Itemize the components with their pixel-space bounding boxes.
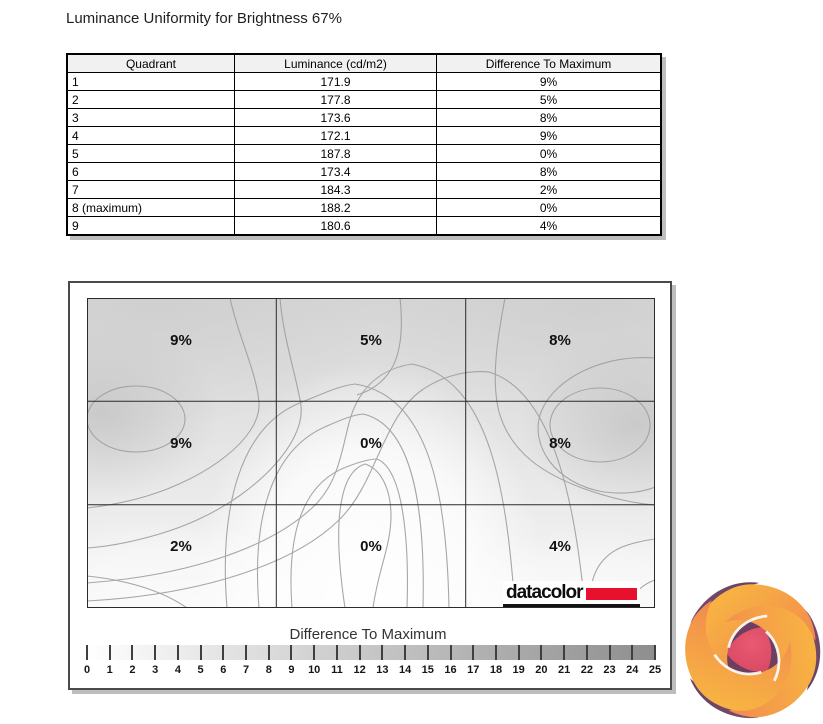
table-cell: 180.6 bbox=[235, 217, 437, 236]
scale-tick bbox=[404, 645, 406, 660]
scale-tick bbox=[586, 645, 588, 660]
scale-tick-label: 11 bbox=[331, 664, 343, 676]
scale-tick bbox=[109, 645, 111, 660]
table-cell: 9% bbox=[437, 73, 662, 91]
scale-tick-label: 23 bbox=[603, 664, 616, 676]
scale-tick bbox=[518, 645, 520, 660]
scale-tick-label: 20 bbox=[535, 664, 548, 676]
datacolor-logo bbox=[503, 581, 640, 607]
table-cell: 8% bbox=[437, 163, 662, 181]
table-cell: 2 bbox=[67, 91, 235, 109]
scale-tick bbox=[336, 645, 338, 660]
table-cell: 187.8 bbox=[235, 145, 437, 163]
table-cell: 0% bbox=[437, 199, 662, 217]
quadrant-label: 9% bbox=[170, 435, 192, 452]
quadrant-label: 8% bbox=[549, 435, 571, 452]
table-row bbox=[67, 109, 661, 127]
scale-tick-label: 10 bbox=[308, 664, 321, 676]
table-cell: 3 bbox=[67, 109, 235, 127]
scale-tick bbox=[86, 645, 88, 660]
uniformity-table bbox=[66, 53, 662, 236]
table-cell: 9% bbox=[437, 127, 662, 145]
colorbar-title: Difference To Maximum bbox=[289, 626, 447, 643]
scale-tick bbox=[359, 645, 361, 660]
scale-tick-label: 8 bbox=[265, 664, 272, 676]
scale-tick-label: 13 bbox=[376, 664, 389, 676]
table-header-row bbox=[67, 54, 661, 73]
table-cell: 173.6 bbox=[235, 109, 437, 127]
table-row bbox=[67, 73, 661, 91]
scale-tick bbox=[268, 645, 270, 660]
table-cell: 1 bbox=[67, 73, 235, 91]
scale-tick bbox=[472, 645, 474, 660]
table-row bbox=[67, 145, 661, 163]
scale-tick bbox=[609, 645, 611, 660]
table-cell: 171.9 bbox=[235, 73, 437, 91]
scale-tick-label: 5 bbox=[197, 664, 204, 676]
quadrant-label: 0% bbox=[360, 538, 382, 555]
quadrant-label: 4% bbox=[549, 538, 571, 555]
column-header-difference: Difference To Maximum bbox=[437, 54, 662, 73]
scale-tick-labels bbox=[83, 664, 662, 677]
scale-tick bbox=[654, 645, 656, 660]
datacolor-red-bar-icon bbox=[586, 588, 637, 600]
scale-tick bbox=[154, 645, 156, 660]
colorbar-gradient bbox=[87, 645, 655, 660]
scale-tick-label: 1 bbox=[106, 664, 113, 676]
scale-tick-label: 6 bbox=[220, 664, 227, 676]
table-cell: 172.1 bbox=[235, 127, 437, 145]
quadrant-label: 5% bbox=[360, 332, 382, 349]
quadrant-label: 2% bbox=[170, 538, 192, 555]
kitguru-logo bbox=[683, 579, 821, 722]
uniformity-table-head bbox=[67, 54, 661, 73]
table-cell: 4% bbox=[437, 217, 662, 236]
column-header-luminance: Luminance (cd/m2) bbox=[235, 54, 437, 73]
column-header-quadrant: Quadrant bbox=[67, 54, 235, 73]
scale-tick bbox=[540, 645, 542, 660]
scale-tick-label: 21 bbox=[557, 664, 571, 676]
scale-tick bbox=[631, 645, 633, 660]
datacolor-wordmark: datacolor bbox=[506, 581, 583, 603]
scale-tick bbox=[450, 645, 452, 660]
table-cell: 8 (maximum) bbox=[67, 199, 235, 217]
scale-tick bbox=[200, 645, 202, 660]
kitguru-swirl bbox=[683, 579, 821, 722]
scale-tick-label: 9 bbox=[288, 664, 295, 676]
scale-tick-label: 7 bbox=[242, 664, 250, 676]
scale-tick-label: 16 bbox=[444, 664, 457, 676]
table-row bbox=[67, 91, 661, 109]
table-cell: 2% bbox=[437, 181, 662, 199]
scale-tick bbox=[563, 645, 565, 660]
table-row bbox=[67, 217, 661, 236]
scale-tick-label: 19 bbox=[512, 664, 525, 676]
scale-tick-label: 17 bbox=[467, 664, 480, 676]
scale-tick-label: 18 bbox=[489, 664, 503, 676]
table-row bbox=[67, 127, 661, 145]
table-cell: 9 bbox=[67, 217, 235, 236]
quadrant-label: 9% bbox=[170, 332, 192, 349]
table-cell: 7 bbox=[67, 181, 235, 199]
scale-tick-label: 25 bbox=[648, 664, 662, 676]
uniformity-table-body bbox=[67, 73, 661, 236]
scale-tick bbox=[245, 645, 247, 660]
scale-tick-label: 4 bbox=[174, 664, 181, 676]
table-cell: 184.3 bbox=[235, 181, 437, 199]
scale-tick-label: 12 bbox=[353, 664, 366, 676]
scale-tick bbox=[381, 645, 383, 660]
page-title: Luminance Uniformity for Brightness 67% bbox=[66, 10, 342, 27]
table-cell: 0% bbox=[437, 145, 662, 163]
table-cell: 173.4 bbox=[235, 163, 437, 181]
table-row bbox=[67, 181, 661, 199]
scale-tick-label: 3 bbox=[152, 664, 159, 676]
table-cell: 177.8 bbox=[235, 91, 437, 109]
scale-tick bbox=[495, 645, 497, 660]
scale-tick-label: 15 bbox=[421, 664, 434, 676]
uniformity-chart-panel bbox=[68, 281, 672, 690]
scale-tick bbox=[427, 645, 429, 660]
scale-tick bbox=[177, 645, 179, 660]
scale-tick-label: 2 bbox=[129, 664, 136, 676]
scale-tick-label: 0 bbox=[83, 664, 91, 676]
table-cell: 4 bbox=[67, 127, 235, 145]
contour-plot bbox=[87, 298, 655, 608]
scale-tick-label: 14 bbox=[398, 664, 412, 676]
quadrant-label: 0% bbox=[360, 435, 382, 452]
table-cell: 6 bbox=[67, 163, 235, 181]
scale-tick bbox=[131, 645, 133, 660]
contour-plot-svg bbox=[87, 298, 655, 608]
scale-tick-label: 24 bbox=[626, 664, 639, 676]
scale-tick bbox=[290, 645, 292, 660]
table-cell: 188.2 bbox=[235, 199, 437, 217]
scale-tick-label: 22 bbox=[580, 664, 593, 676]
table-row bbox=[67, 163, 661, 181]
table-cell: 8% bbox=[437, 109, 662, 127]
quadrant-label: 8% bbox=[549, 332, 571, 349]
scale-tick bbox=[313, 645, 315, 660]
table-cell: 5 bbox=[67, 145, 235, 163]
table-cell: 5% bbox=[437, 91, 662, 109]
table-row bbox=[67, 199, 661, 217]
scale-tick bbox=[222, 645, 224, 660]
